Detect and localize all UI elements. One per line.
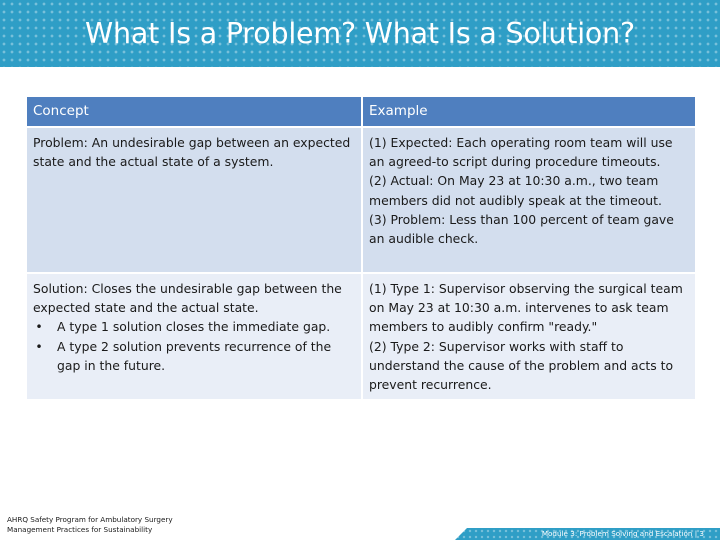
column-header-concept: Concept [26,96,362,127]
problem-example-expected: (1) Expected: Each operating room team will use an agreed-to script during procedure timeouts. [369,135,673,170]
solution-type-2-text: A type 2 solution prevents recurrence of the gap in the future. [57,338,332,373]
list-item [33,337,353,375]
footer-module-page: Module 3: Problem Solving and Escalation | 3 [541,529,704,538]
solution-concept-cell [26,273,362,400]
solution-example-type-2: (2) Type 2: Supervisor works with staff to understand the cause of the problem and acts to prevent recurrence. [369,338,674,393]
table-row-solution [26,273,696,400]
problem-concept-cell [26,127,362,273]
problem-example-cell [362,127,696,273]
solution-definition: Closes the undesirable gap between the expected state and the actual state. [33,281,342,316]
solution-types-list [33,317,353,375]
column-header-example: Example [362,96,696,127]
bullet-icon: • [35,319,43,335]
solution-label: Solution: [33,281,88,296]
table-header-row [26,96,696,127]
problem-example-problem: (3) Problem: Less than 100 percent of team gave an audible check. [369,211,674,247]
problem-label: Problem: [33,135,88,150]
solution-example-cell [362,273,696,400]
page-title: What Is a Problem? What Is a Solution? [85,17,635,50]
problem-example-actual: (2) Actual: On May 23 at 10:30 a.m., two team members did not audibly speak at the timeout. [369,173,662,208]
bullet-icon: • [35,338,43,354]
footer-line-1: AHRQ Safety Program for Ambulatory Surgery [7,515,173,524]
title-banner [0,0,720,67]
problem-definition: An undesirable gap between an expected state and the actual state of a system. [33,135,351,170]
footer-line-2: Management Practices for Sustainability [7,525,153,534]
solution-type-1-text: A type 1 solution closes the immediate gap. [57,319,331,335]
concept-example-table [25,95,697,401]
table-row-problem [26,127,696,273]
list-item [33,317,353,336]
solution-example-type-1: (1) Type 1: Supervisor observing the surgical team on May 23 at 10:30 a.m. intervenes to ask team members to audibly confirm "ready." [369,281,683,335]
footer-program-name [7,515,173,535]
